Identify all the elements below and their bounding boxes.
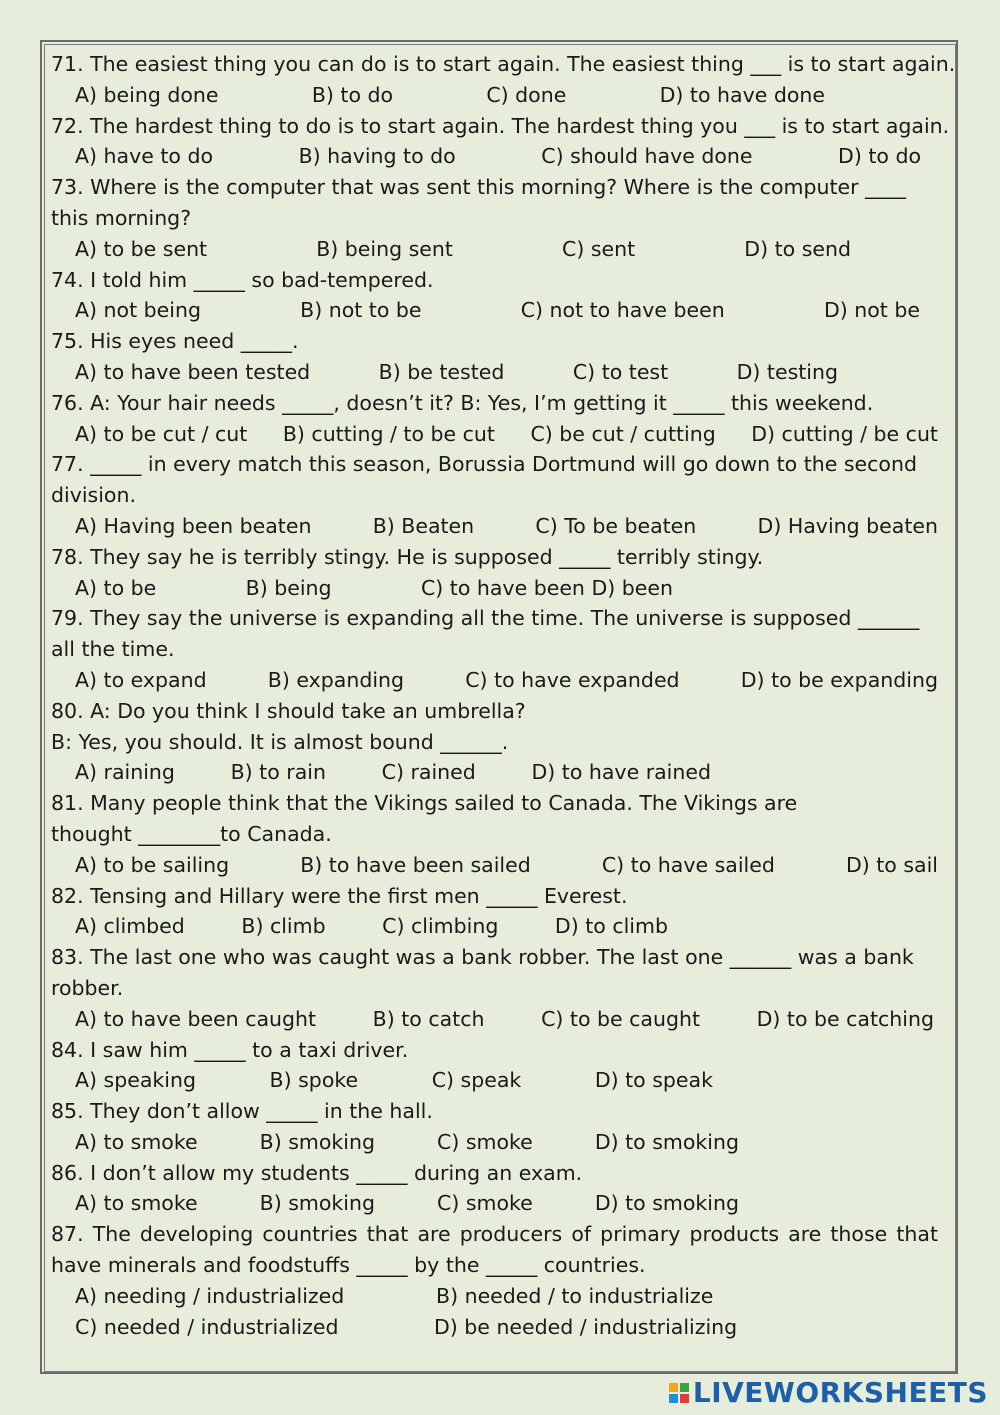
question-81: 81. Many people think that the Vikings sailed to Canada. The Vikings are thought ________to Canada. — [51, 791, 798, 846]
options-79 — [51, 665, 938, 696]
options-72 — [51, 141, 921, 172]
options-80 — [51, 757, 711, 788]
option[interactable]: D) to sail — [845, 852, 938, 877]
option[interactable]: A) not being — [75, 298, 201, 323]
option[interactable]: D) to be catching — [756, 1006, 934, 1031]
option[interactable]: D) to be expanding — [740, 667, 938, 692]
question-84: 84. I saw him _____ to a taxi driver. — [51, 1037, 409, 1062]
question-71: 71. The easiest thing you can do is to start again. The easiest thing ___ is to start again. — [51, 52, 956, 76]
option[interactable]: B) to catch — [372, 1006, 485, 1031]
option[interactable]: A) speaking — [75, 1068, 196, 1093]
question-74: 74. I told him _____ so bad-tempered. — [51, 267, 434, 292]
option[interactable]: A) to be sent — [75, 236, 208, 261]
question-83: 83. The last one who was caught was a bank robber. The last one ______ was a bank robber. — [51, 945, 914, 1000]
option[interactable]: C) To be beaten — [535, 513, 697, 538]
option[interactable]: D) to smoking — [594, 1129, 739, 1154]
option[interactable]: A) to be sailing — [75, 852, 230, 877]
option[interactable]: B) smoking — [259, 1191, 375, 1216]
option[interactable]: C) to be caught — [541, 1006, 701, 1031]
question-73: 73. Where is the computer that was sent this morning? Where is the computer ____ this morning? — [51, 175, 907, 230]
option[interactable]: C) to test — [572, 359, 669, 384]
worksheet-content — [51, 49, 956, 1342]
option[interactable]: B) climb — [241, 914, 326, 939]
options-82 — [51, 911, 668, 942]
option[interactable]: D) cutting / be cut — [751, 421, 938, 446]
options-85 — [51, 1127, 739, 1158]
option[interactable]: A) to have been caught — [75, 1006, 317, 1031]
question-80: 80. A: Do you think I should take an umbrella? — [51, 698, 526, 723]
option[interactable]: C) to have expanded — [465, 667, 680, 692]
question-79: 79. They say the universe is expanding all the time. The universe is supposed ______ all the time. — [51, 606, 920, 662]
option[interactable]: A) to expand — [75, 667, 207, 692]
option[interactable]: C) not to have been — [520, 298, 725, 323]
option[interactable]: D) to have done — [659, 82, 825, 107]
question-78: 78. They say he is terribly stingy. He is supposed _____ terribly stingy. — [51, 544, 764, 569]
options-75 — [51, 357, 838, 388]
option[interactable]: C) smoke — [437, 1129, 533, 1154]
option[interactable]: C) to have been D) been — [420, 575, 673, 600]
options-71 — [51, 80, 825, 111]
option[interactable]: A) needing / industrialized — [75, 1283, 345, 1308]
option[interactable]: A) climbed — [75, 914, 185, 939]
options-83 — [51, 1004, 934, 1035]
question-76: 76. A: Your hair needs _____, doesn’t it? B: Yes, I’m getting it _____ this weekend. — [51, 390, 874, 415]
option[interactable]: A) raining — [75, 760, 175, 785]
option[interactable]: B) Beaten — [372, 513, 475, 538]
option[interactable]: B) being — [245, 575, 332, 600]
option[interactable]: D) to do — [838, 144, 921, 169]
liveworksheets-logo[interactable] — [669, 1376, 988, 1409]
liveworksheets-logo-icon — [669, 1383, 689, 1403]
question-86: 86. I don’t allow my students _____ during an exam. — [51, 1160, 583, 1185]
option[interactable]: B) spoke — [269, 1068, 359, 1093]
option[interactable]: B) having to do — [298, 144, 456, 169]
option[interactable]: B) to rain — [230, 760, 326, 785]
question-75: 75. His eyes need _____. — [51, 329, 299, 354]
question-77: 77. _____ in every match this season, Borussia Dortmund will go down to the second division. — [51, 452, 917, 508]
option[interactable]: B) cutting / to be cut — [282, 421, 495, 446]
option[interactable]: A) Having been beaten — [75, 513, 312, 538]
option[interactable]: B) smoking — [259, 1129, 375, 1154]
options-74 — [51, 295, 920, 326]
options-73 — [51, 234, 851, 265]
options-84 — [51, 1065, 713, 1096]
option[interactable]: D) to smoking — [594, 1191, 739, 1216]
option[interactable]: D) to send — [744, 236, 851, 261]
option[interactable]: D) to climb — [554, 914, 668, 939]
option[interactable]: A) to be — [75, 575, 157, 600]
option[interactable]: C) sent — [562, 236, 636, 261]
option[interactable]: A) being done — [75, 82, 219, 107]
option[interactable]: C) speak — [431, 1068, 522, 1093]
options-76 — [51, 419, 938, 450]
option[interactable]: A) to be cut / cut — [75, 421, 248, 446]
question-87: 87. The developing countries that are producers of primary products are those that have minerals and foodstuffs _____ by the _____ countries. — [51, 1222, 938, 1278]
option[interactable]: B) not to be — [300, 298, 422, 323]
option[interactable]: C) smoke — [437, 1191, 533, 1216]
option[interactable]: D) Having beaten — [757, 513, 938, 538]
brand-name: LIVEWORKSHEETS — [692, 1376, 988, 1409]
option[interactable]: B) being sent — [316, 236, 453, 261]
options-78 — [51, 573, 673, 604]
option[interactable]: C) be cut / cutting — [530, 421, 716, 446]
option[interactable]: C) should have done — [541, 144, 753, 169]
option[interactable]: A) to have been tested — [75, 359, 311, 384]
question-80-reply: B: Yes, you should. It is almost bound ______. — [51, 729, 509, 754]
option[interactable]: D) to have rained — [531, 760, 711, 785]
option[interactable]: C) needed / industrialized — [75, 1314, 339, 1339]
option[interactable]: C) rained — [381, 760, 476, 785]
option[interactable]: C) to have sailed — [601, 852, 775, 877]
option[interactable]: A) have to do — [75, 144, 214, 169]
option[interactable]: B) to do — [311, 82, 394, 107]
option[interactable]: C) climbing — [382, 914, 499, 939]
option[interactable]: D) testing — [736, 359, 838, 384]
option[interactable]: C) done — [486, 82, 567, 107]
option[interactable]: D) not be — [823, 298, 920, 323]
question-72: 72. The hardest thing to do is to start again. The hardest thing you ___ is to start again. — [51, 113, 950, 138]
options-87-row1 — [51, 1281, 938, 1312]
options-77 — [51, 511, 938, 542]
option[interactable]: B) to have been sailed — [300, 852, 531, 877]
question-82: 82. Tensing and Hillary were the first men _____ Everest. — [51, 883, 628, 908]
options-81 — [51, 850, 938, 881]
options-87-row2 — [51, 1312, 938, 1343]
options-86 — [51, 1188, 739, 1219]
option[interactable]: A) to smoke — [75, 1129, 198, 1154]
option[interactable]: B) needed / to industrialize — [436, 1283, 714, 1308]
question-85: 85. They don’t allow _____ in the hall. — [51, 1099, 433, 1124]
option[interactable]: B) be tested — [378, 359, 505, 384]
option[interactable]: B) expanding — [267, 667, 405, 692]
option[interactable]: D) be needed / industrializing — [434, 1314, 738, 1339]
option[interactable]: A) to smoke — [75, 1191, 198, 1216]
option[interactable]: D) to speak — [594, 1068, 713, 1093]
